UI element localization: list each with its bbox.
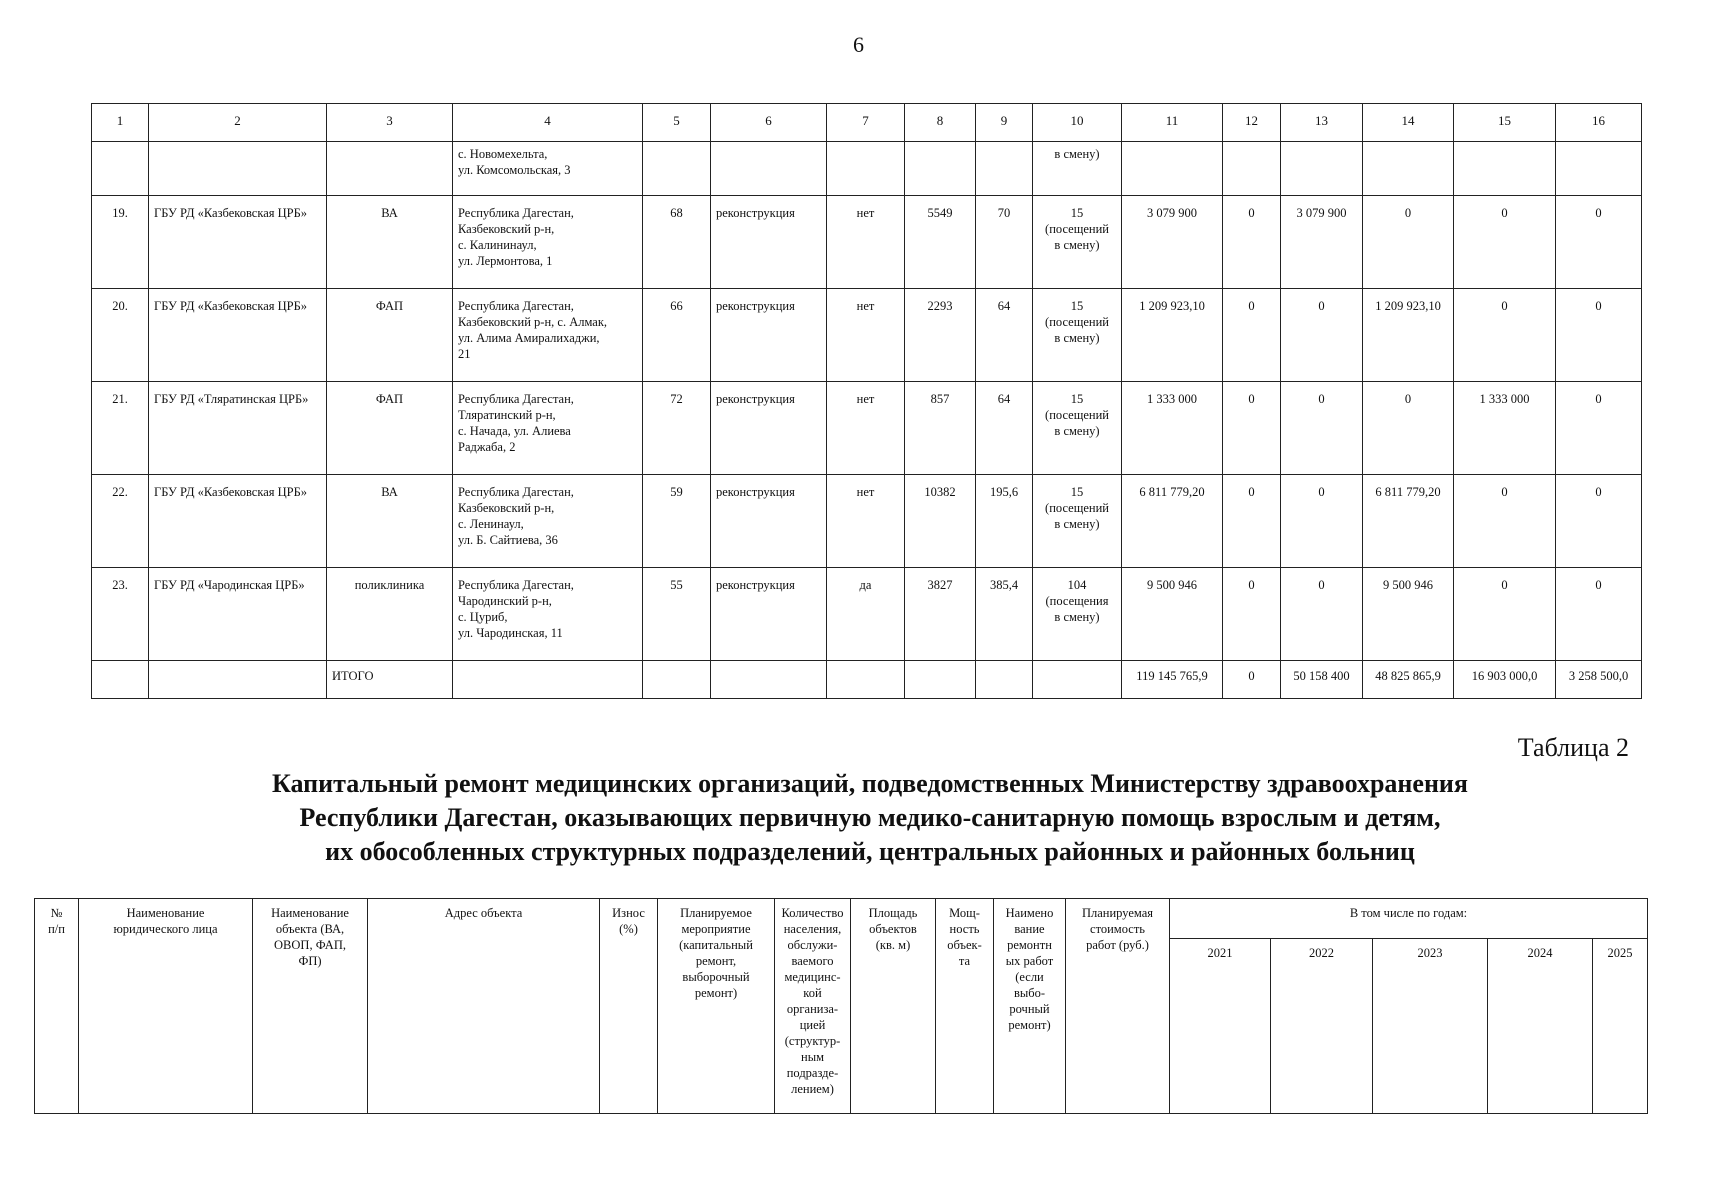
table-label: Таблица 2 (1517, 733, 1629, 762)
population-cell: 857 (905, 382, 976, 475)
population-cell: 5549 (905, 196, 976, 289)
total-2021: 0 (1223, 661, 1281, 699)
row-number: 21. (92, 382, 149, 475)
table-row (92, 196, 1642, 289)
flag-cell: да (827, 568, 905, 661)
object-type: поликлиника (327, 568, 453, 661)
column-number: 1 (92, 104, 149, 142)
header-by-years: В том числе по годам: (1170, 899, 1648, 939)
table-2 (34, 898, 1648, 1114)
column-number: 4 (453, 104, 643, 142)
header-population: Количество населения, обслужи- ваемого медицинс- кой организа- цией (структур- ным подразде- лением) (775, 899, 851, 1114)
area-cell: 385,4 (976, 568, 1033, 661)
year-2022-cell: 3 079 900 (1281, 196, 1363, 289)
year-2025-cell: 0 (1556, 289, 1642, 382)
header-wear: Износ (%) (600, 899, 658, 1114)
column-number: 14 (1363, 104, 1454, 142)
org-name: ГБУ РД «Казбековская ЦРБ» (149, 289, 327, 382)
year-2025-cell: 0 (1556, 382, 1642, 475)
column-number: 7 (827, 104, 905, 142)
address-cell: Республика Дагестан, Казбековский р-н, с. Алмак, ул. Алима Амиралихаджи, 21 (453, 289, 643, 382)
flag-cell: нет (827, 289, 905, 382)
flag-cell: нет (827, 196, 905, 289)
year-2025-cell: 0 (1556, 568, 1642, 661)
year-2022-cell: 0 (1281, 568, 1363, 661)
header-year: 2025 (1593, 939, 1648, 1114)
header-capacity: Мощ- ность объек- та (936, 899, 994, 1114)
table-row (92, 475, 1642, 568)
header-year: 2021 (1170, 939, 1271, 1114)
header-year: 2024 (1488, 939, 1593, 1114)
column-number: 3 (327, 104, 453, 142)
year-2024-cell: 1 333 000 (1454, 382, 1556, 475)
column-number: 15 (1454, 104, 1556, 142)
total-2023: 48 825 865,9 (1363, 661, 1454, 699)
cost-cell: 1 209 923,10 (1122, 289, 1223, 382)
visitors-cell: в смену) (1033, 142, 1122, 196)
address-cell: Республика Дагестан, Казбековский р-н, с. Калининаул, ул. Лермонтова, 1 (453, 196, 643, 289)
header-num: № п/п (35, 899, 79, 1114)
org-name: ГБУ РД «Чародинская ЦРБ» (149, 568, 327, 661)
total-label: ИТОГО (327, 661, 453, 699)
wear-cell: 72 (643, 382, 711, 475)
visitors-cell: 15 (посещений в смену) (1033, 289, 1122, 382)
year-2021-cell: 0 (1223, 382, 1281, 475)
action-cell: реконструкция (711, 475, 827, 568)
year-2022-cell: 0 (1281, 382, 1363, 475)
column-number: 5 (643, 104, 711, 142)
page-number: 6 (853, 32, 864, 57)
header-area: Площадь объектов (кв. м) (851, 899, 936, 1114)
table-title (120, 767, 1620, 869)
population-cell: 3827 (905, 568, 976, 661)
area-cell: 195,6 (976, 475, 1033, 568)
title-line: Республики Дагестан, оказывающих первичную медико-санитарную помощь взрослым и детям, (299, 803, 1441, 832)
visitors-cell: 15 (посещений в смену) (1033, 382, 1122, 475)
year-2024-cell: 0 (1454, 475, 1556, 568)
year-2024-cell: 0 (1454, 568, 1556, 661)
header-action: Планируемое мероприятие (капитальный ремонт, выборочный ремонт) (658, 899, 775, 1114)
header-object: Наименование объекта (ВА, ОВОП, ФАП, ФП) (253, 899, 368, 1114)
visitors-cell: 104 (посещения в смену) (1033, 568, 1122, 661)
cost-cell: 1 333 000 (1122, 382, 1223, 475)
cost-cell: 3 079 900 (1122, 196, 1223, 289)
address-cell: Республика Дагестан, Тляратинский р-н, с. Начада, ул. Алиева Раджаба, 2 (453, 382, 643, 475)
title-line: Капитальный ремонт медицинских организаций, подведомственных Министерству здравоохранения (272, 769, 1468, 798)
year-2021-cell: 0 (1223, 475, 1281, 568)
total-2025: 3 258 500,0 (1556, 661, 1642, 699)
wear-cell: 55 (643, 568, 711, 661)
wear-cell: 68 (643, 196, 711, 289)
year-2025-cell: 0 (1556, 475, 1642, 568)
header-works: Наимено вание ремонтн ых работ (если выбо- рочный ремонт) (994, 899, 1066, 1114)
wear-cell: 66 (643, 289, 711, 382)
row-number: 20. (92, 289, 149, 382)
area-cell: 64 (976, 289, 1033, 382)
year-2022-cell: 0 (1281, 475, 1363, 568)
year-2023-cell: 0 (1363, 382, 1454, 475)
column-number: 10 (1033, 104, 1122, 142)
header-year: 2023 (1373, 939, 1488, 1114)
year-2023-cell: 6 811 779,20 (1363, 475, 1454, 568)
row-number: 19. (92, 196, 149, 289)
action-cell: реконструкция (711, 289, 827, 382)
header-org: Наименование юридического лица (79, 899, 253, 1114)
total-row (92, 661, 1642, 699)
flag-cell: нет (827, 382, 905, 475)
object-type: ВА (327, 196, 453, 289)
year-2023-cell: 1 209 923,10 (1363, 289, 1454, 382)
column-number: 11 (1122, 104, 1223, 142)
year-2023-cell: 0 (1363, 196, 1454, 289)
object-type: ФАП (327, 289, 453, 382)
header-year: 2022 (1271, 939, 1373, 1114)
visitors-cell: 15 (посещений в смену) (1033, 196, 1122, 289)
address-cell: с. Новомехельта, ул. Комсомольская, 3 (453, 142, 643, 196)
column-number: 13 (1281, 104, 1363, 142)
action-cell: реконструкция (711, 196, 827, 289)
table-row (92, 382, 1642, 475)
column-number: 6 (711, 104, 827, 142)
area-cell: 70 (976, 196, 1033, 289)
population-cell: 2293 (905, 289, 976, 382)
title-line: их обособленных структурных подразделений, центральных районных и районных больниц (325, 837, 1415, 866)
year-2021-cell: 0 (1223, 568, 1281, 661)
population-cell: 10382 (905, 475, 976, 568)
flag-cell: нет (827, 475, 905, 568)
address-cell: Республика Дагестан, Чародинский р-н, с. Цуриб, ул. Чародинская, 11 (453, 568, 643, 661)
year-2024-cell: 0 (1454, 289, 1556, 382)
header-cost: Планируемая стоимость работ (руб.) (1066, 899, 1170, 1114)
cost-cell: 6 811 779,20 (1122, 475, 1223, 568)
year-2021-cell: 0 (1223, 289, 1281, 382)
row-number: 22. (92, 475, 149, 568)
object-type: ВА (327, 475, 453, 568)
column-number: 9 (976, 104, 1033, 142)
row-number: 23. (92, 568, 149, 661)
visitors-cell: 15 (посещений в смену) (1033, 475, 1122, 568)
column-number: 16 (1556, 104, 1642, 142)
action-cell: реконструкция (711, 382, 827, 475)
wear-cell: 59 (643, 475, 711, 568)
total-2024: 16 903 000,0 (1454, 661, 1556, 699)
column-number: 8 (905, 104, 976, 142)
area-cell: 64 (976, 382, 1033, 475)
year-2023-cell: 9 500 946 (1363, 568, 1454, 661)
table-row (92, 289, 1642, 382)
header-address: Адрес объекта (368, 899, 600, 1114)
table-row (92, 568, 1642, 661)
action-cell: реконструкция (711, 568, 827, 661)
column-number-row (92, 104, 1642, 142)
year-2021-cell: 0 (1223, 196, 1281, 289)
total-2022: 50 158 400 (1281, 661, 1363, 699)
cost-cell: 9 500 946 (1122, 568, 1223, 661)
year-2022-cell: 0 (1281, 289, 1363, 382)
column-number: 12 (1223, 104, 1281, 142)
address-cell: Республика Дагестан, Казбековский р-н, с. Ленинаул, ул. Б. Сайтиева, 36 (453, 475, 643, 568)
continuation-row (92, 142, 1642, 196)
total-cost: 119 145 765,9 (1122, 661, 1223, 699)
object-type: ФАП (327, 382, 453, 475)
column-number: 2 (149, 104, 327, 142)
org-name: ГБУ РД «Казбековская ЦРБ» (149, 196, 327, 289)
org-name: ГБУ РД «Казбековская ЦРБ» (149, 475, 327, 568)
year-2024-cell: 0 (1454, 196, 1556, 289)
year-2025-cell: 0 (1556, 196, 1642, 289)
org-name: ГБУ РД «Тляратинская ЦРБ» (149, 382, 327, 475)
table-2-header-row (35, 899, 1648, 939)
table-1 (91, 103, 1642, 699)
